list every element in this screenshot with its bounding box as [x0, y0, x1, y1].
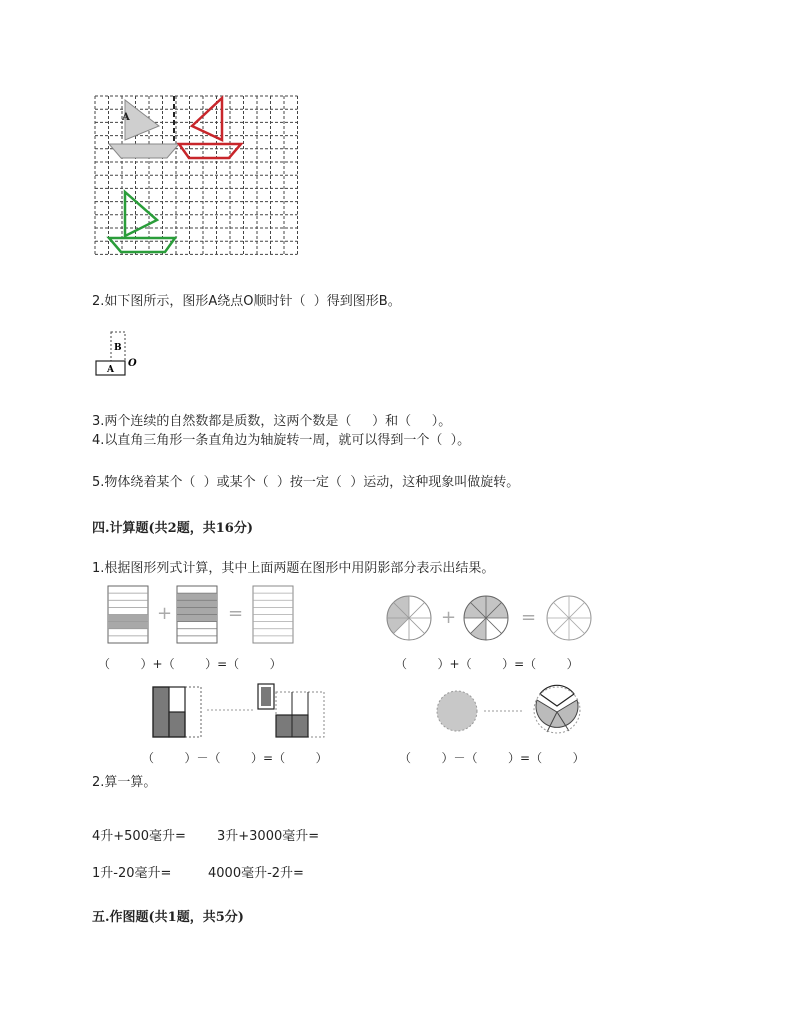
circle-figure-3	[545, 594, 593, 642]
row-1-right-blanks: （ ）+（ ）=（ ）	[395, 657, 579, 671]
bar-figure-3	[253, 586, 293, 644]
boat-a-sail	[125, 100, 159, 140]
row-2-right-blanks: （ ）－（ ）=（ ）	[399, 751, 585, 765]
square-figure-2	[256, 682, 326, 738]
calc-2-item-3: 1升-20毫升=	[92, 866, 172, 881]
grid-figure	[95, 96, 289, 256]
rotation-label-b: B	[114, 343, 122, 353]
calc-2-item-4: 4000毫升-2升=	[208, 866, 304, 881]
plus-sign-1: +	[157, 603, 173, 624]
square-1-shaded-left	[153, 687, 169, 737]
grid-label-a: A	[122, 112, 130, 123]
equals-sign-2: =	[521, 607, 537, 628]
plus-sign-2: +	[441, 607, 457, 628]
rotation-label-a: A	[107, 365, 114, 375]
row-2-left-blanks: （ ）－（ ）=（ ）	[142, 751, 328, 765]
calc-2-item-1: 4升+500毫升=	[92, 829, 186, 844]
question-2: 2.如下图所示，图形A绕点O顺时针（ ）得到图形B。	[92, 294, 401, 309]
square-1-shaded-bottom	[169, 712, 185, 737]
boat-green-hull	[109, 238, 175, 252]
rotation-label-o: O	[128, 358, 137, 369]
boat-red-sail	[192, 98, 222, 140]
cut-circle-figure	[531, 686, 583, 736]
section-4-heading: 四.计算题(共2题，共16分)	[92, 521, 253, 536]
full-circle-figure	[435, 689, 479, 733]
bar-figure-2	[177, 586, 217, 644]
question-4: 4.以直角三角形一条直角边为轴旋转一周，就可以得到一个（ ）。	[92, 433, 471, 448]
calc-1-instruction: 1.根据图形列式计算，其中上面两题在图形中用阴影部分表示出结果。	[92, 561, 495, 576]
circle-figure-2	[462, 594, 510, 642]
equals-sign-1: =	[228, 603, 244, 624]
boat-a-hull	[109, 144, 179, 158]
cut-circle-removed-wedge	[540, 685, 574, 706]
dashed-connector-2	[484, 709, 524, 713]
boat-green-sail	[125, 192, 157, 236]
rotation-figure	[94, 330, 144, 378]
question-3: 3.两个连续的自然数都是质数，这两个数是（ ）和（ ）。	[92, 414, 452, 429]
calc-2-instruction: 2.算一算。	[92, 775, 157, 790]
square-figure-1	[152, 686, 202, 738]
dashed-connector-1	[207, 708, 253, 712]
bar-figure-1	[108, 586, 148, 644]
calc-2-item-2: 3升+3000毫升=	[217, 829, 320, 844]
circle-figure-1	[385, 594, 433, 642]
row-1-left-blanks: （ ）+（ ）=（ ）	[98, 657, 282, 671]
boat-red-hull	[179, 144, 241, 158]
section-5-heading: 五.作图题(共1题，共5分)	[92, 910, 244, 925]
question-5: 5.物体绕着某个（ ）或某个（ ）按一定（ ）运动，这种现象叫做旋转。	[92, 475, 520, 490]
